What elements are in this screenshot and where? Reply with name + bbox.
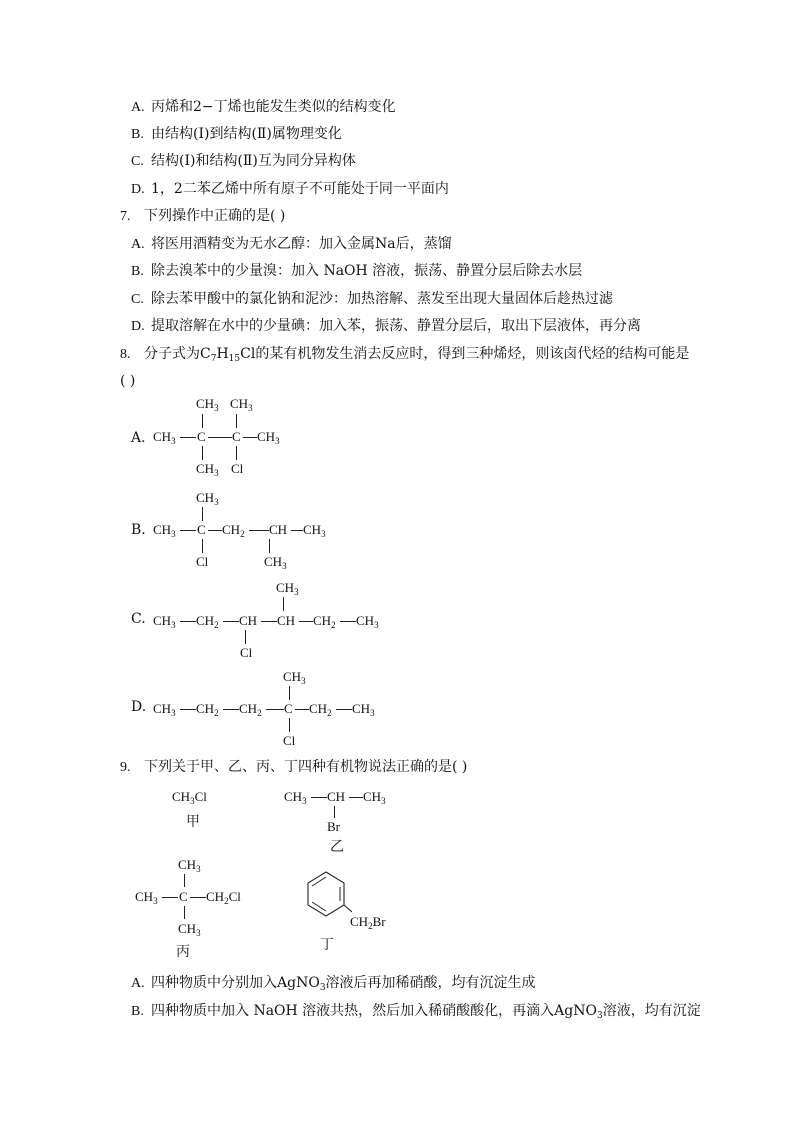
bond [249,530,269,531]
bond [190,897,206,898]
q7-option-c: C. 除去苯甲酸中的氯化钠和泥沙：加热溶解、蒸发至出现大量固体后趁热过滤 [131,291,613,307]
bond [184,906,185,919]
bond [245,630,246,644]
bond [180,621,196,622]
ch3-group: $CH_3$ [352,701,375,718]
carbon-atom: C [284,701,293,716]
ch3-group: $CH_3$ [135,889,158,906]
q8-option-a-letter: A. [131,430,146,446]
ch3-group: $CH_3$ [230,396,253,413]
ch2cl-group: $CH_2Cl$ [206,889,241,906]
q9-stem: 9. 下列关于甲、乙、丙、丁四种有机物说法正确的是( ) [120,759,468,775]
bond [289,718,290,732]
q8-option-c-letter: C. [131,611,146,627]
ch2br-group: $CH_2Br$ [350,914,386,931]
benzene-ring-icon [302,868,352,928]
bond [184,874,185,887]
compound-label-yi: 乙 [330,839,344,855]
bond [180,437,196,438]
q6-option-b: B. 由结构(Ⅰ)到结构(Ⅱ)属物理变化 [131,126,342,142]
compound-label-ding: 丁 [320,937,334,953]
bond [202,539,203,553]
ch3-group: $CH_3$ [356,613,379,630]
q6-option-a: A. 丙烯和2−丁烯也能发生类似的结构变化 [131,99,396,115]
ch3-group: $CH_3$ [153,522,176,539]
chlorine-atom: Cl [240,645,253,660]
bond [336,709,352,710]
bond [295,709,309,710]
bond [299,621,313,622]
ch3-group: $CH_3$ [303,522,326,539]
ch3-group: $CH_3$ [284,789,307,806]
bond [261,621,277,622]
carbon-atom: C [179,889,188,904]
ch3cl-formula: $CH_3Cl$ [172,789,207,806]
bond [208,530,222,531]
ch2-group: $CH_2$ [196,613,219,630]
ch-group: CH [277,613,296,628]
compound-label-jia: 甲 [186,814,200,830]
q7-option-d: D. 提取溶解在水中的少量碘：加入苯，振荡、静置分层后，取出下层液体，再分离 [131,318,641,334]
q8-option-b-letter: B. [131,522,146,538]
bond [223,621,239,622]
carbon-atom: C [197,522,206,537]
chlorine-atom: Cl [231,461,244,476]
ch2-group: $CH_2$ [196,701,219,718]
q7-stem: 7. 下列操作中正确的是( ) [120,208,286,224]
bond [202,507,203,521]
bond [334,806,335,818]
bond [266,709,284,710]
ch2-group: $CH_2$ [222,522,245,539]
ch3-group: $CH_3$ [257,429,280,446]
bond [202,414,203,428]
bond [202,446,203,460]
ch2-group: $CH_2$ [309,701,332,718]
q8-option-d-letter: D. [131,699,147,715]
bond [162,897,178,898]
q9-option-a: A. 四种物质中分别加入AgNO$_3$溶液后再加稀硝酸，均有沉淀生成 [131,975,536,993]
q7-option-b: B. 除去溴苯中的少量溴：加入 NaOH 溶液，振荡、静置分层后除去水层 [131,263,583,279]
bond [236,414,237,428]
bond [208,437,232,438]
ch-group: CH [269,522,288,537]
ch3-group: $CH_3$ [283,669,306,686]
bond [311,797,327,798]
bond [180,530,196,531]
bond [269,539,270,553]
carbon-atom: C [197,429,206,444]
q6-option-c: C. 结构(Ⅰ)和结构(Ⅱ)互为同分异构体 [131,153,356,169]
bromine-atom: Br [327,819,340,834]
bond [291,530,303,531]
q8-stem: 8. 分子式为$C_7H_{15}Cl$的某有机物发生消去反应时，得到三种烯烃，则该卤代烃的结构可能是 [120,346,690,364]
ch3-group: $CH_3$ [363,789,386,806]
ch3-group: $CH_3$ [196,461,219,478]
chlorine-atom: Cl [196,554,209,569]
ch2-group: $CH_2$ [313,613,336,630]
ch3-group: $CH_3$ [153,701,176,718]
ch-group: CH [327,789,346,804]
q6-option-d: D. 1，2二苯乙烯中所有原子不可能处于同一平面内 [131,181,449,197]
q7-option-a: A. 将医用酒精变为无水乙醇：加入金属Na后，蒸馏 [131,236,452,252]
ch2-group: $CH_2$ [239,701,262,718]
ch3-group: $CH_3$ [196,490,219,507]
bond [289,686,290,700]
bond [236,446,237,460]
chlorine-atom: Cl [283,733,296,748]
ch3-group: $CH_3$ [178,921,201,938]
q8-stem-line2: ( ) [120,373,136,389]
ch3-group: $CH_3$ [178,857,201,874]
bond [349,797,363,798]
compound-label-bing: 丙 [176,944,190,960]
ch3-group: $CH_3$ [264,554,287,571]
bond [243,437,257,438]
bond [283,597,284,611]
bond [223,709,239,710]
bond [180,709,196,710]
ch3-group: $CH_3$ [276,580,299,597]
ch3-group: $CH_3$ [196,396,219,413]
ch3-group: $CH_3$ [153,429,176,446]
bond [340,621,356,622]
q9-option-b: B. 四种物质中加入 NaOH 溶液共热，然后加入稀硝酸酸化，再滴入AgNO$_3$溶液，均有沉淀 [131,1003,701,1021]
ch3-group: $CH_3$ [153,613,176,630]
ch-group: CH [239,613,258,628]
carbon-atom: C [232,429,241,444]
